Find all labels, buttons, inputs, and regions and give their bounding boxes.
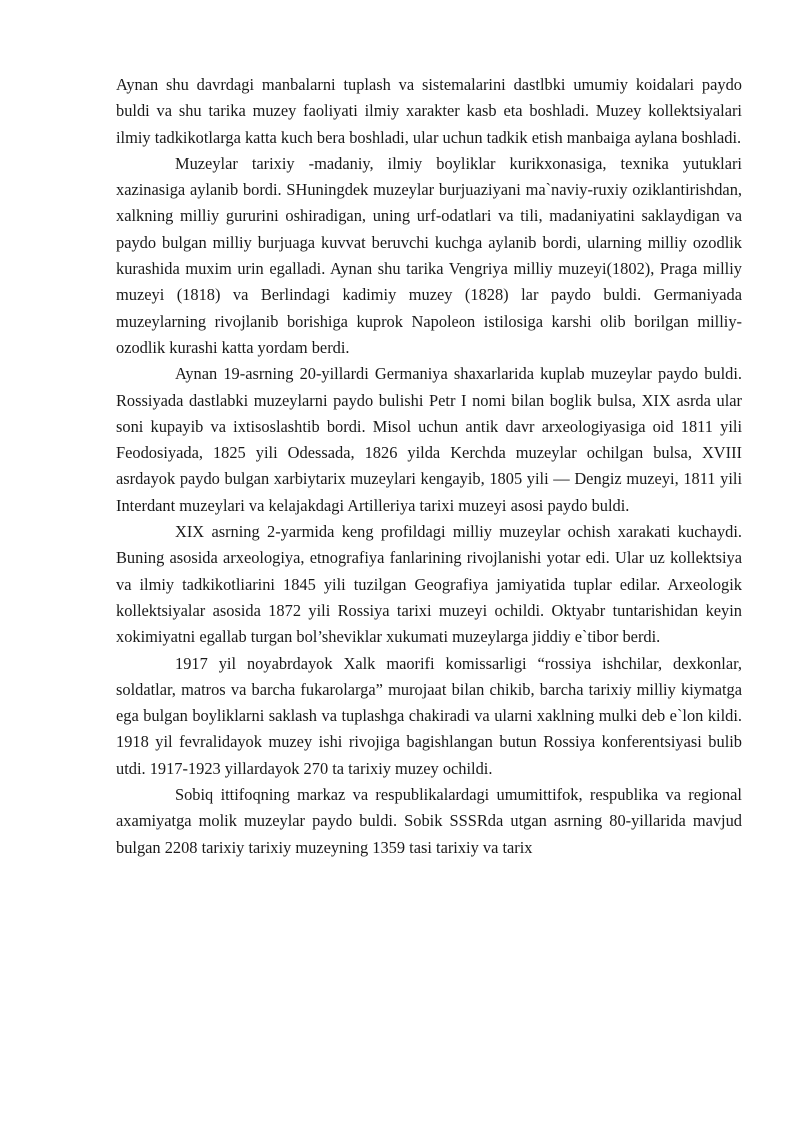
paragraph-5: 1917 yil noyabrdayok Xalk maorifi komissarligi “rossiya ishchilar, dexkonlar, soldatlar, matros va barcha fukarolarga” murojaat bilan chikib, barcha tarixiy milliy kiymatga ega bulgan boyliklarni saklash va tuplashga chakiradi va ularni xaklning mulki deb e`lon kildi. 1918 yil fevralidayok muzey ishi rivojiga bagishlangan butun Rossiya konferentsiyasi bulib utdi. 1917-1923 yillardayok 270 ta tarixiy muzey ochildi.: [116, 653, 742, 778]
paragraph-2: Muzeylar tarixiy -madaniy, ilmiy boyliklar kurikxonasiga, texnika yutuklari xazinasiga aylanib bordi. SHuningdek muzeylar burjuaziyani ma`naviy-ruxiy oziklantirishdan, xalkning milliy gururini oshiradigan, uning urf-odatlari va tili, madaniyatini saklaydigan va paydo bulgan milliy burjuaga kuvvat beruvchi kuchga aylanib bordi, ularning milliy ozodlik kurashida muxim urin egalladi. Aynan shu tarika Vengriya milliy muzeyi(1802), Praga milliy muzeyi (1818) va Berlindagi kadimiy muzey (1828) lar paydo buldi. Germaniyada muzeylarning rivojlanib borishiga kuprok Napoleon istilosiga karshi olib borilgan milliy-ozodlik kurashi katta yordam berdi.: [116, 153, 742, 357]
paragraph-1: Aynan shu davrdagi manbalarni tuplash va sistemalarini dastlbki umumiy koidalari paydo buldi va shu tarika muzey faoliyati ilmiy xarakter kasb eta boshladi. Muzey kollektsiyalari ilmiy tadkikotlarga katta kuch bera boshladi, ular uchun tadkik etish manbaiga aylana boshladi.: [116, 75, 742, 147]
paragraph-3: Aynan 19-asrning 20-yillardi Germaniya shaxarlarida kuplab muzeylar paydo buldi. Rossiyada dastlabki muzeylarni paydo bulishi Petr I nomi bilan boglik bulsa, XIX asrda ular soni kupayib va ixtisoslashtib bordi. Misol uchun antik davr arxeologiyasiga oid 1811 yili Feodosiyada, 1825 yili Odessada, 1826 yilda Kerchda muzeylar ochilgan bulsa, XVIII asrdayok paydo bulgan xarbiytarix muzeylari kengayib, 1805 yili — Dengiz muzeyi, 1811 yili Interdant muzeylari va kelajakdagi Artilleriya tarixi muzeyi asosi paydo buldi.: [116, 364, 742, 515]
paragraph-4: XIX asrning 2-yarmida keng profildagi milliy muzeylar ochish xarakati kuchaydi. Buning asosida arxeologiya, etnografiya fanlarining rivojlanishi yotar edi. Ular uz kollektsiya va ilmiy tadkikotliarini 1845 yili tuzilgan Geografiya jamiyatida tuplar edilar. Arxeologik kollektsiyalar asosida 1872 yili Rossiya tarixi muzeyi ochildi. Oktyabr tuntarishidan keyin xokimiyatni egallab turgan bol’sheviklar xukumati muzeylarga jiddiy e`tibor berdi.: [116, 522, 742, 647]
paragraph-6: Sobiq ittifoqning markaz va respublikalardagi umumittifok, respublika va regional axamiyatga molik muzeylar paydo buldi. Sobik SSSRda utgan asrning 80-yillarida mavjud bulgan 2208 tarixiy tarixiy muzeyning 1359 tasi tarixiy va tarix: [116, 785, 742, 857]
document-page: [116, 72, 742, 861]
